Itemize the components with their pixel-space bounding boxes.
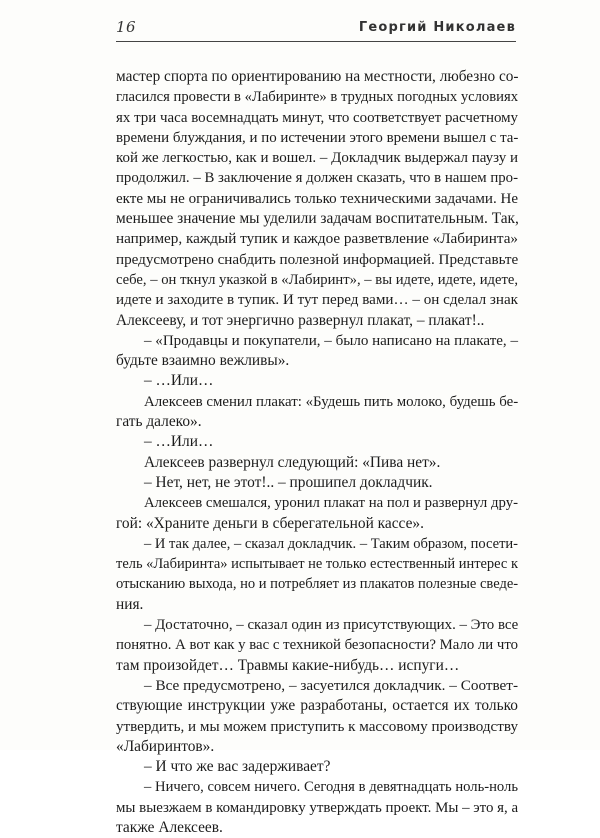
text-line: – …Или… <box>144 433 214 451</box>
text-line: – И что же вас задерживает? <box>144 758 331 776</box>
text-line: ях три часа восемнадцать минут, что соответствует расчетному <box>116 109 518 126</box>
text-line: меньшее значение мы уделили задачам воспитательным. Так, <box>116 210 519 228</box>
text-line: гласился провести в «Лабиринте» в трудных погодных условиях <box>116 89 519 106</box>
text-line: ния. <box>116 595 144 613</box>
text-line: гой: «Храните деньги в сберегательной кассе». <box>116 514 424 532</box>
page-header <box>116 14 516 40</box>
text-line: также Алексеев. <box>116 818 223 836</box>
text-line: предусмотрено снабдить полезной информацией. Представьте <box>116 251 519 268</box>
text-line: утвердить, и мы можем приступить к массовому производству <box>116 718 518 735</box>
page-number: 16 <box>116 18 137 36</box>
text-line: екте мы не ограничивались только техническими задачами. Не <box>116 190 518 207</box>
text-line: отысканию выхода, но и потребляет из плакатов полезные сведе- <box>116 576 519 593</box>
text-line: – …Или… <box>144 372 214 390</box>
text-line: Алексеев смешался, уронил плакат на пол и развернул дру- <box>144 495 518 512</box>
text-line: мы выезжаем в командировку утверждать проект. Мы – это я, а <box>116 799 519 816</box>
text-line: тель «Лабиринта» испытывает не только естественный интерес к <box>116 556 518 573</box>
text-line: например, каждый тупик и каждое разветвление «Лабиринта» <box>116 230 518 248</box>
body-text <box>116 67 518 838</box>
text-line: – И так далее, – сказал докладчик. – Таким образом, посети- <box>144 535 518 552</box>
running-head-author: Георгий Николаев <box>358 20 516 35</box>
text-line: – «Продавцы и покупатели, – было написано на плакате, – <box>144 332 518 349</box>
text-line: продолжил. – В заключение я должен сказать, что в нашем про- <box>116 170 518 187</box>
text-line: там произойдет… Травмы какие-нибудь… испуги… <box>116 656 460 674</box>
text-line: мастер спорта по ориентированию на местности, любезно со- <box>116 68 519 85</box>
text-line: Алексееву, и тот энергично развернул плакат, – плакат!.. <box>116 311 485 329</box>
text-line: будьте взаимно вежливы». <box>116 352 290 370</box>
text-line: понятно. А вот как у вас с техникой безопасности? Мало ли что <box>116 637 518 654</box>
text-line: Алексеев развернул следующий: «Пива нет». <box>144 453 441 471</box>
text-line: – Достаточно, – сказал один из присутствующих. – Это все <box>144 617 519 634</box>
text-line: ствующие инструкции уже разработаны, остается их только <box>116 697 518 715</box>
text-line: «Лабиринтов». <box>116 737 215 755</box>
text-line: идете и заходите в тупик. И тут перед вами… – он сделал знак <box>116 292 518 309</box>
text-line: гать далеко». <box>116 413 202 431</box>
text-line: времени блуждания, и по истечении этого времени вышел с та- <box>116 129 519 146</box>
text-line: Алексеев сменил плакат: «Будешь пить молоко, будешь бе- <box>144 393 519 410</box>
text-line: – Нет, нет, не этот!.. – прошипел докладчик. <box>144 473 433 491</box>
text-line: себе, – он ткнул указкой в «Лабиринт», – вы идете, идете, идете, <box>116 271 518 288</box>
text-line: – Все предусмотрено, – засуетился докладчик. – Соответ- <box>144 676 518 694</box>
header-divider <box>116 41 516 42</box>
text-line: – Ничего, совсем ничего. Сегодня в девятнадцать ноль-ноль <box>144 779 518 796</box>
text-line: кой же легкостью, как и вошел. – Докладчик выдержал паузу и <box>116 150 518 167</box>
